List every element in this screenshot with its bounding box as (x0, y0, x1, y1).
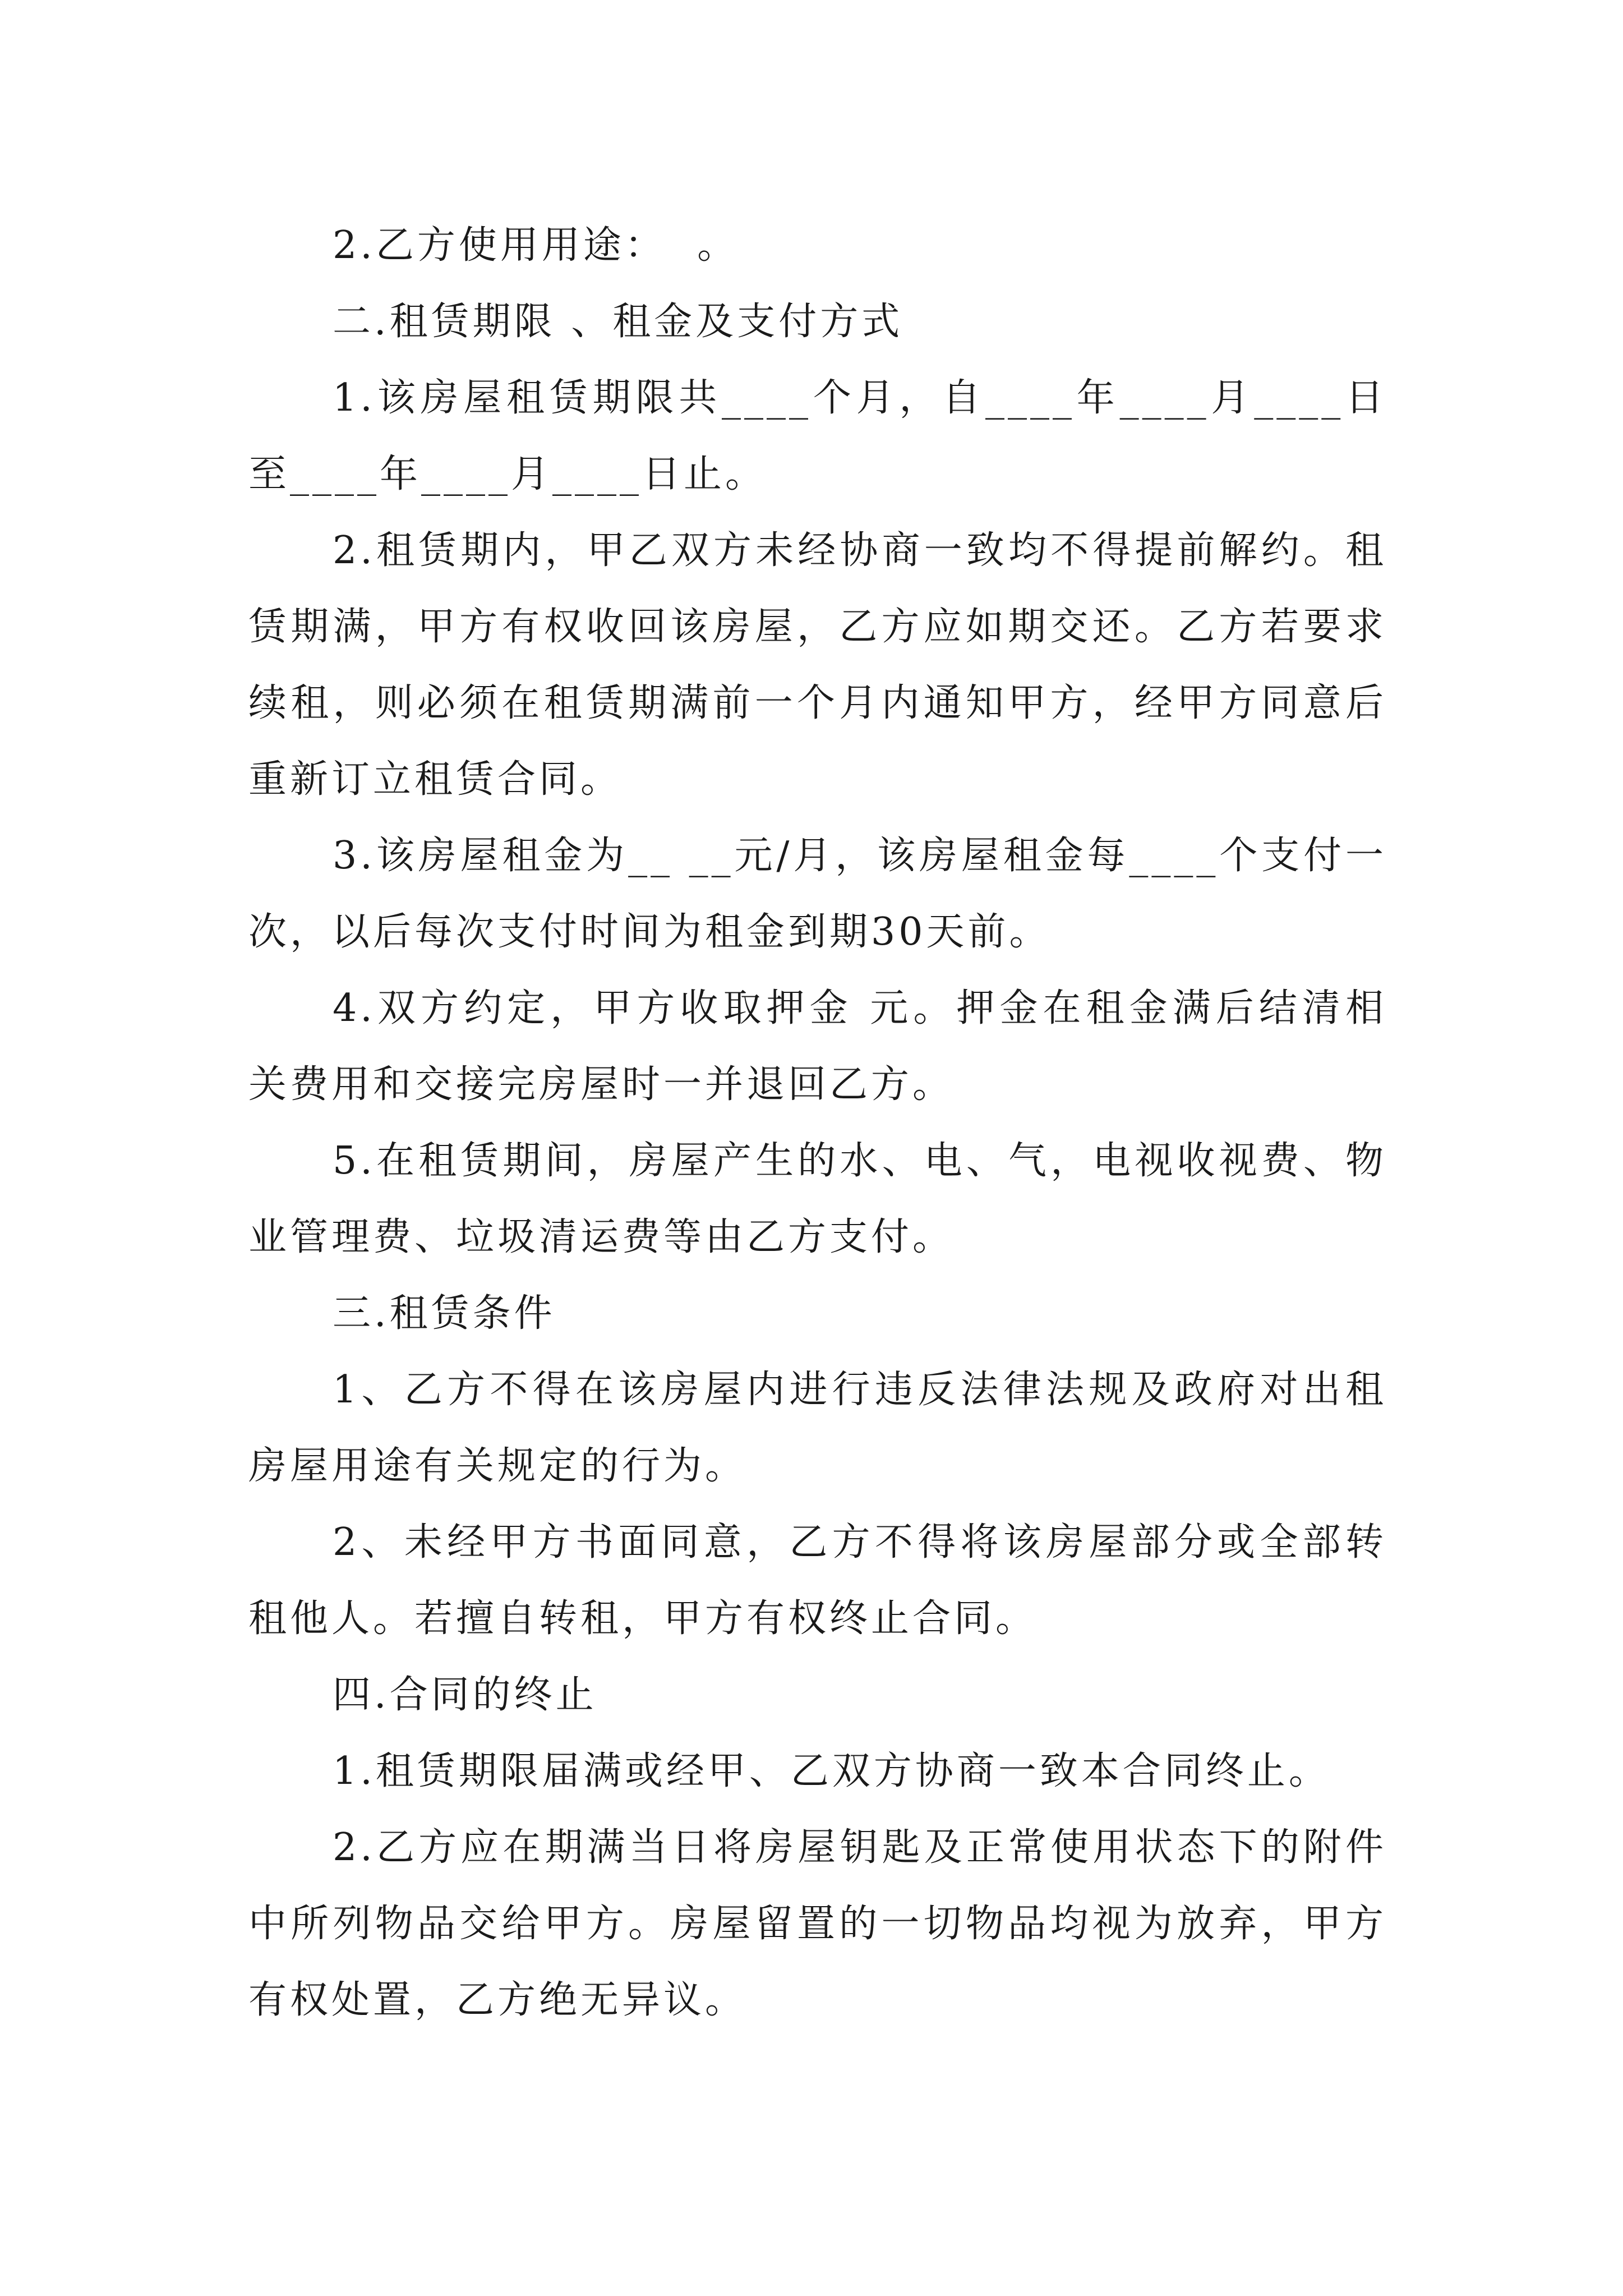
rent-payment-clause: 3.该房屋租金为__ __元/月，该房屋租金每____个支付一次，以后每次支付时间为租金到期30天前。 (248, 834, 1387, 954)
legal-use-clause: 1、乙方不得在该房屋内进行违反法律法规及政府对出租房屋用途有关规定的行为。 (248, 1368, 1387, 1488)
section-heading-lease-conditions: 三.租赁条件 (333, 1291, 556, 1336)
handover-clause: 2.乙方应在期满当日将房屋钥匙及正常使用状态下的附件中所列物品交给甲方。房屋留置的一切物品均视为放弃，甲方有权处置，乙方绝无异议。 (248, 1825, 1387, 2022)
early-termination-clause: 2.租赁期内，甲乙双方未经协商一致均不得提前解约。租赁期满，甲方有权收回该房屋，乙方应如期交还。乙方若要求续租，则必须在租赁期满前一个月内通知甲方，经甲方同意后重新订立租赁合同。 (248, 528, 1387, 802)
sublease-clause: 2、未经甲方书面同意，乙方不得将该房屋部分或全部转租他人。若擅自转租，甲方有权终止合同。 (248, 1520, 1387, 1641)
termination-clause: 1.租赁期限届满或经甲、乙双方协商一致本合同终止。 (333, 1749, 1330, 1793)
section-heading-lease-term: 二.租赁期限 、租金及支付方式 (333, 300, 903, 344)
lease-term-clause: 1.该房屋租赁期限共____个月，自____年____月____日至____年____月____日止。 (248, 376, 1387, 496)
usage-clause: 2.乙方使用用途： 。 (333, 223, 739, 268)
utilities-clause: 5.在租赁期间，房屋产生的水、电、气，电视收视费、物业管理费、垃圾清运费等由乙方支付。 (248, 1139, 1387, 1259)
deposit-clause: 4.双方约定，甲方收取押金 元。押金在租金满后结清相关费用和交接完房屋时一并退回乙方。 (248, 986, 1387, 1107)
document-body (248, 208, 1387, 2039)
section-heading-termination: 四.合同的终止 (333, 1673, 597, 1717)
